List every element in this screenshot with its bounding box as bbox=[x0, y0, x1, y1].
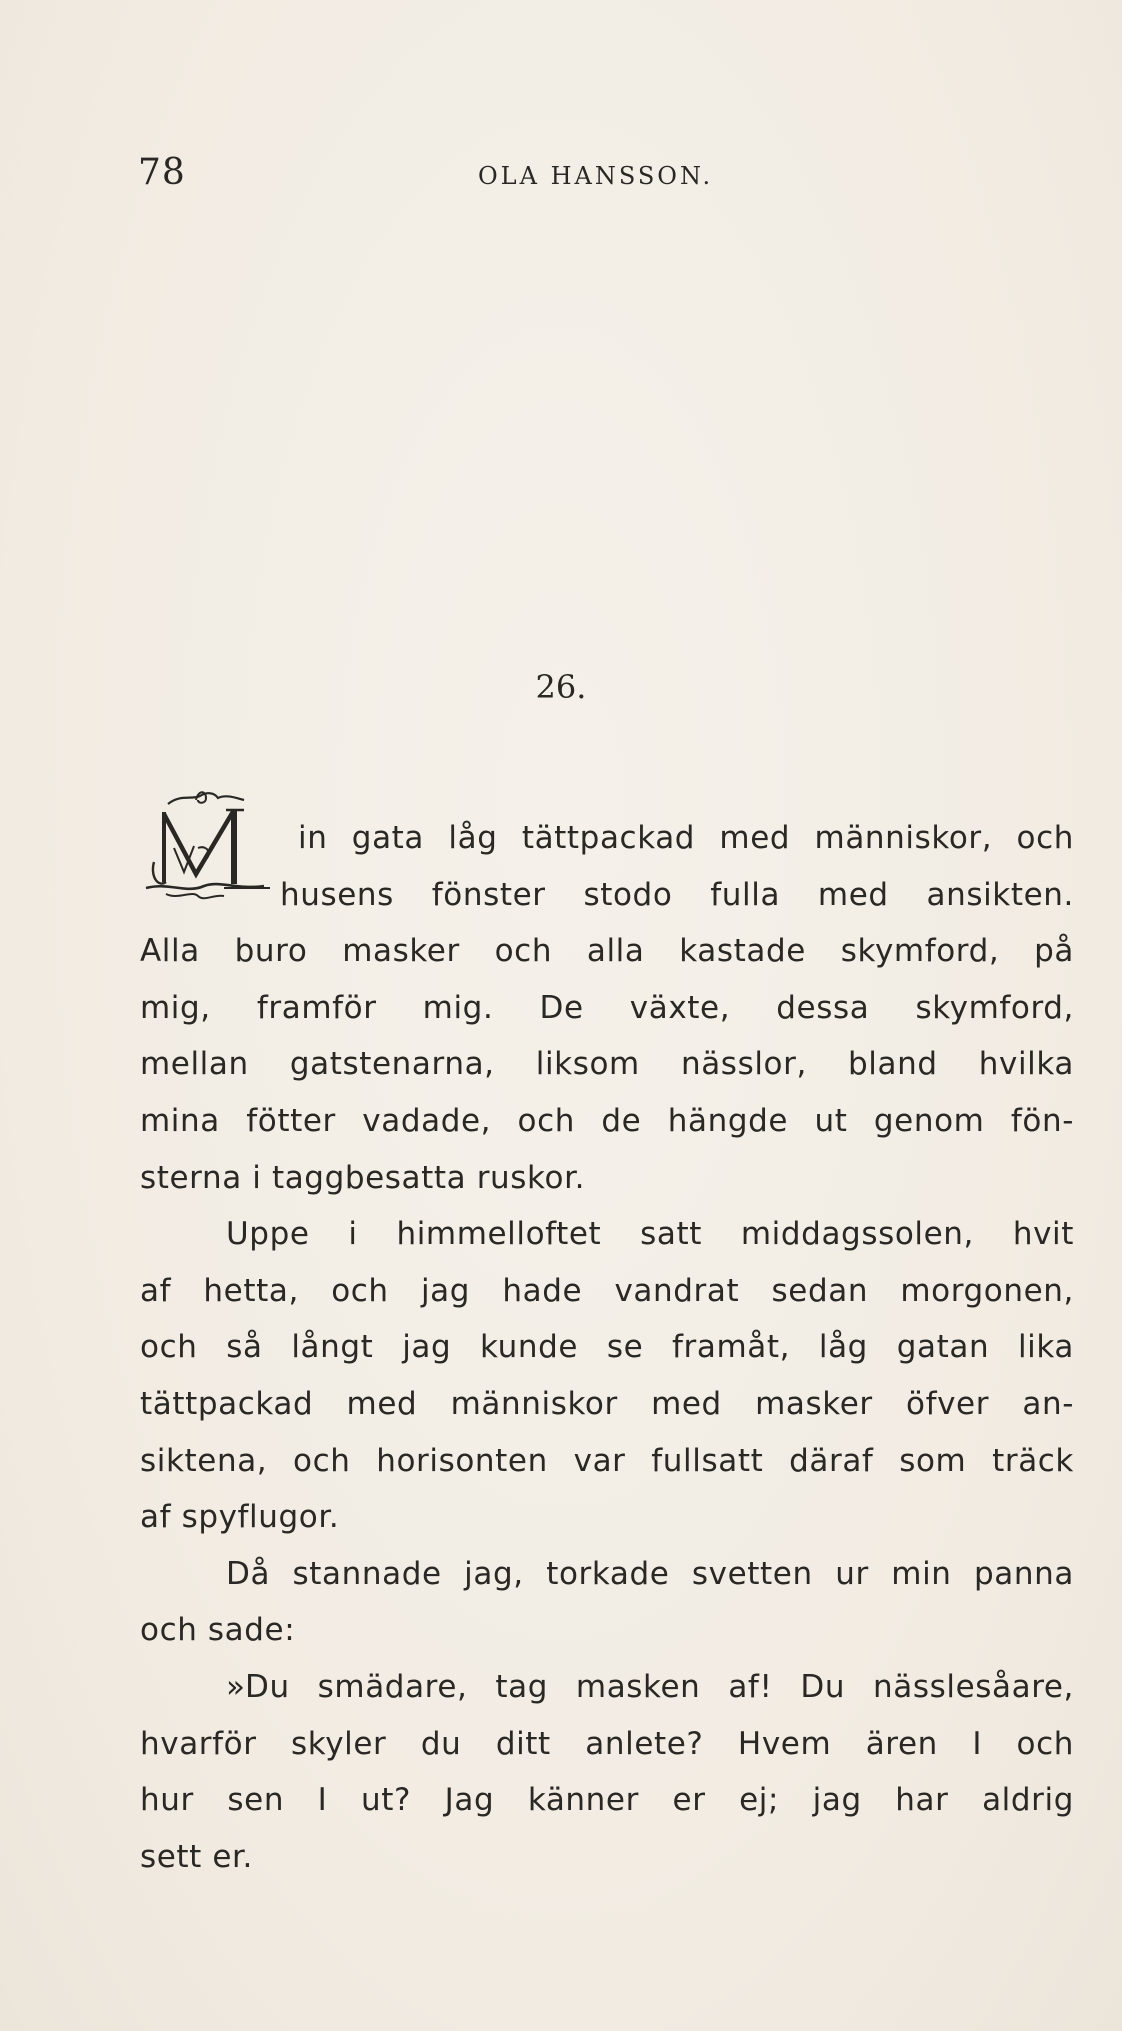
section-number: 26. bbox=[535, 668, 587, 706]
text-line: hvarför skyler du ditt anlete? Hvem ären I och bbox=[140, 1725, 1074, 1762]
running-title: OLA HANSSON. bbox=[478, 162, 714, 190]
running-head bbox=[138, 152, 1070, 202]
text-line: mina fötter vadade, och de hängde ut genom fön- bbox=[140, 1102, 1074, 1139]
paragraph-3 bbox=[140, 1546, 1074, 1659]
text-line: husens fönster stodo fulla med ansikten. bbox=[280, 876, 1074, 913]
ornamental-initial-m bbox=[140, 790, 282, 910]
text-line: sterna i taggbesatta ruskor. bbox=[140, 1159, 586, 1196]
text-line: hur sen I ut? Jag känner er ej; jag har aldrig bbox=[140, 1782, 1074, 1819]
text-line: af spyflugor. bbox=[140, 1499, 340, 1536]
text-line: Uppe i himmelloftet satt middagssolen, hvit bbox=[226, 1216, 1074, 1253]
page-number: 78 bbox=[138, 152, 186, 193]
text-line: »Du smädare, tag masken af! Du nässlesåare, bbox=[226, 1668, 1074, 1705]
text-line: mellan gatstenarna, liksom nässlor, bland hvilka bbox=[140, 1046, 1074, 1083]
text-line: Alla buro masker och alla kastade skymford, på bbox=[140, 933, 1074, 970]
text-line: mig, framför mig. De växte, dessa skymford, bbox=[140, 989, 1074, 1026]
text-line: af hetta, och jag hade vandrat sedan morgonen, bbox=[140, 1272, 1074, 1309]
paragraph-2 bbox=[140, 1206, 1074, 1546]
text-line: och sade: bbox=[140, 1612, 296, 1649]
body-text bbox=[140, 810, 1074, 1885]
paragraph-1 bbox=[140, 810, 1074, 1206]
text-line: och så långt jag kunde se framåt, låg gatan lika bbox=[140, 1329, 1074, 1366]
text-line: tättpackad med människor med masker öfver an- bbox=[140, 1385, 1074, 1422]
text-line: Då stannade jag, torkade svetten ur min panna bbox=[226, 1555, 1074, 1592]
text-line: siktena, och horisonten var fullsatt däraf som träck bbox=[140, 1442, 1074, 1479]
text-line: in gata låg tättpackad med människor, och bbox=[298, 820, 1074, 856]
text-line: sett er. bbox=[140, 1838, 254, 1875]
paragraph-4 bbox=[140, 1659, 1074, 1885]
